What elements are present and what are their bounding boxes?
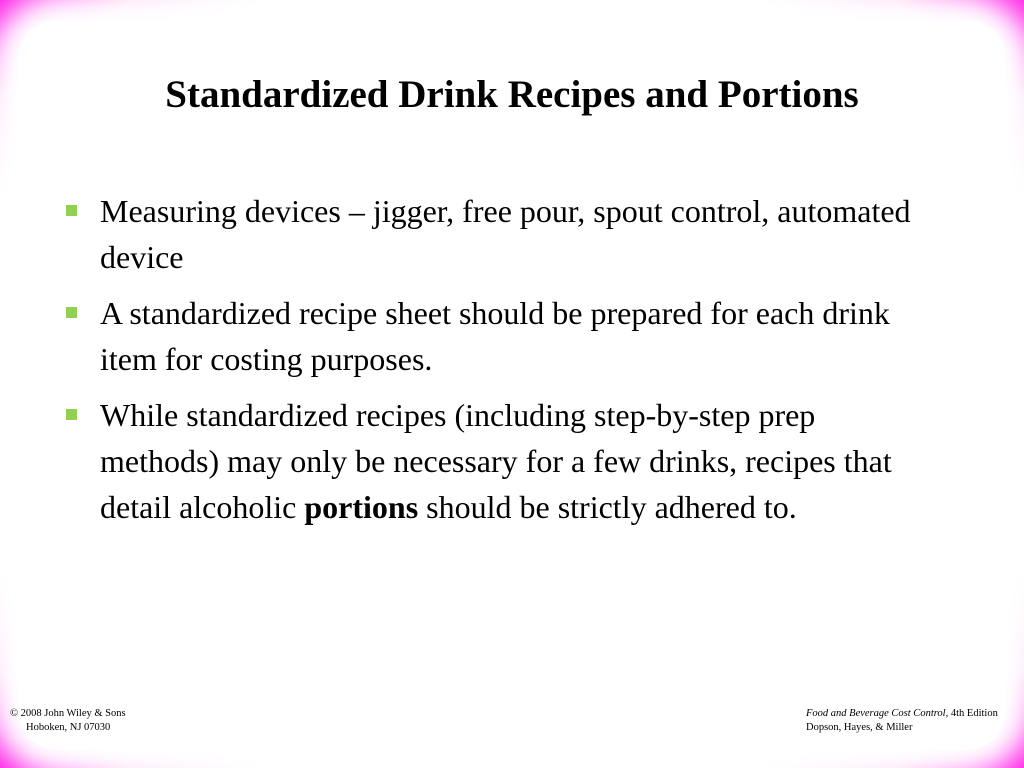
footer-copyright-line2: Hoboken, NJ 07030 [26,722,111,733]
bullet-list [62,188,942,540]
bullet-item-recipe-sheet [62,290,942,382]
square-bullet-icon [66,409,77,420]
footer-book-info [806,707,998,735]
footer-book-title-line [806,707,998,721]
bullet-item-measuring-devices [62,188,942,280]
bullet-text-after: should be strictly adhered to. [418,489,797,525]
footer-book-title: Food and Beverage Cost Control, [806,708,949,719]
bullet-text: A standardized recipe sheet should be prepared for each drink item for costing purposes. [100,295,890,377]
footer-copyright-line1: © 2008 John Wiley & Sons [10,708,126,719]
footer-edition: 4th Edition [948,708,998,719]
footer-authors: Dopson, Hayes, & Miller [806,722,913,733]
slide-title: Standardized Drink Recipes and Portions [165,73,859,116]
footer-copyright [10,707,126,735]
bullet-text-bold: portions [304,489,419,525]
square-bullet-icon [66,205,77,216]
square-bullet-icon [66,307,77,318]
bullet-item-portions [62,392,942,530]
bullet-text-before: While standardized recipes (including step-by-step prep methods) may only be necessary for a few drinks, recipes that detail alcoholic [100,397,892,525]
bullet-text: Measuring devices – jigger, free pour, spout control, automated device [100,193,911,275]
